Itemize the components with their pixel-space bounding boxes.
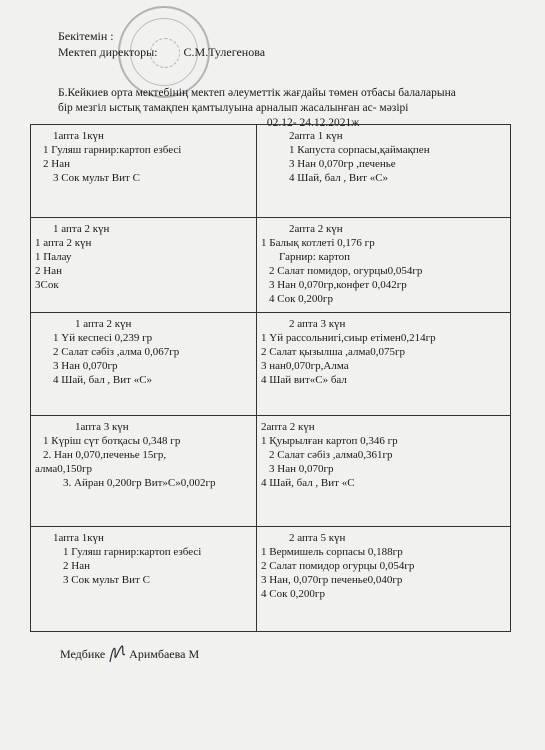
heading-line-2: бір мезгіл ыстық тамақпен қамтылуына арналып жасалынған ас- мәзірі (58, 102, 409, 114)
footer-role: Медбике (60, 646, 106, 661)
menu-day-title: 2 апта 5 күн (289, 532, 346, 544)
menu-item: 4 Сок 0,200гр (261, 588, 325, 600)
menu-item: 2 Нан (63, 560, 90, 572)
heading-dates: 02.12- 24.12.2021ж (266, 117, 360, 129)
menu-item: Гарнир: картоп (279, 251, 351, 263)
menu-item: 1 Күріш сүт ботқасы 0,348 гр (43, 435, 181, 447)
menu-item: 4 Шай вит«С» бал (261, 374, 347, 386)
menu-item: 1 Үй рассольнигі,сиыр етімен0,214гр (261, 332, 436, 344)
menu-item: 3 Нан 0,070гр ,печенье (289, 158, 396, 170)
menu-item: 3 Нан 0,070гр (53, 360, 118, 372)
menu-item: 1 апта 2 күн (35, 237, 92, 249)
menu-item: 1 Капуста сорпасы,қаймақпен (289, 144, 430, 156)
menu-item: 2 Салат сәбіз ,алма0,361гр (269, 449, 393, 461)
menu-cell (257, 527, 511, 632)
menu-item: 1 Үй кеспесі 0,239 гр (53, 332, 153, 344)
menu-item: 3. Айран 0,200гр Вит»С»0,002гр (63, 477, 216, 489)
menu-item: 3 Сок мульт Вит С (53, 172, 140, 184)
menu-item: 4 Шай, бал , Вит «С» (289, 172, 389, 184)
menu-item: 4 Шай, бал , Вит «С (261, 477, 355, 489)
menu-item: 2 Салат сәбіз ,алма 0,067гр (53, 346, 180, 358)
menu-row (31, 313, 511, 416)
menu-item: 1 Палау (35, 251, 72, 263)
menu-day-title: 1 апта 2 күн (75, 318, 132, 330)
menu-day-title: 1апта 1күн (53, 130, 104, 142)
menu-row (31, 416, 511, 527)
menu-cell (31, 416, 257, 527)
menu-cell (31, 313, 257, 416)
menu-item: 3 Нан, 0,070гр печенье0,040гр (261, 574, 403, 586)
menu-row (31, 218, 511, 313)
menu-day-title: 2апта 1 күн (289, 130, 343, 142)
menu-item: 2. Нан 0,070,печенье 15гр, (43, 449, 167, 461)
footer-signature (60, 642, 199, 666)
menu-day-title: 2апта 2 күн (289, 223, 343, 235)
menu-day-title: 1 апта 2 күн (53, 223, 110, 235)
menu-item: 1 Вермишель сорпасы 0,188гр (261, 546, 403, 558)
menu-item: 3 Нан 0,070гр (269, 463, 334, 475)
menu-item: 2 Салат помидор, огурцы0,054гр (269, 265, 423, 277)
menu-item: 4 Сок 0,200гр (269, 293, 333, 305)
menu-cell (31, 125, 257, 218)
menu-item: 2 Нан (35, 265, 62, 277)
menu-cell (257, 218, 511, 313)
footer-name: Аримбаева М (129, 646, 200, 661)
menu-cell (31, 527, 257, 632)
menu-item: 2 Нан (43, 158, 70, 170)
approval-director-name: С.М.Тулегенова (183, 45, 266, 59)
menu-item: 2 Салат қызылша ,алма0,075гр (261, 346, 406, 358)
approval-block (58, 28, 265, 60)
menu-day-title: 1апта 3 күн (75, 421, 129, 433)
menu-day-title: 2апта 2 күн (261, 421, 315, 433)
menu-item: 2 Салат помидор огурцы 0,054гр (261, 560, 415, 572)
approval-director-line (58, 44, 265, 60)
menu-cell (31, 218, 257, 313)
menu-table (30, 124, 511, 632)
menu-item: 3 нан0,070гр,Алма (261, 360, 349, 372)
menu-day-title: 1апта 1күн (53, 532, 104, 544)
menu-item: 3Сок (35, 279, 59, 291)
menu-row (31, 527, 511, 632)
heading-line-1: Б.Кейкиев орта мектебінің мектеп әлеуметтік жағдайы төмен отбасы балаларына (58, 87, 456, 99)
menu-item: 3 Нан 0,070гр,конфет 0,042гр (269, 279, 407, 291)
menu-item: 3 Сок мульт Вит С (63, 574, 150, 586)
approval-director-label: Мектеп директоры: (58, 45, 158, 59)
menu-item: 1 Гуляш гарнир:картоп езбесі (43, 144, 182, 156)
menu-cell (257, 125, 511, 218)
menu-item: алма0,150гр (35, 463, 92, 475)
menu-item: 4 Шай, бал , Вит «С» (53, 374, 153, 386)
approval-title: Бекітемін : (58, 29, 114, 43)
menu-row (31, 125, 511, 218)
menu-cell (257, 313, 511, 416)
menu-item: 1 Гуляш гарнир:картоп езбесі (63, 546, 202, 558)
menu-item: 1 Балық котлеті 0,176 гр (261, 237, 375, 249)
menu-item: 1 Қуырылған картоп 0,346 гр (261, 435, 398, 447)
signature-icon (107, 642, 127, 666)
menu-cell (257, 416, 511, 527)
menu-day-title: 2 апта 3 күн (289, 318, 346, 330)
